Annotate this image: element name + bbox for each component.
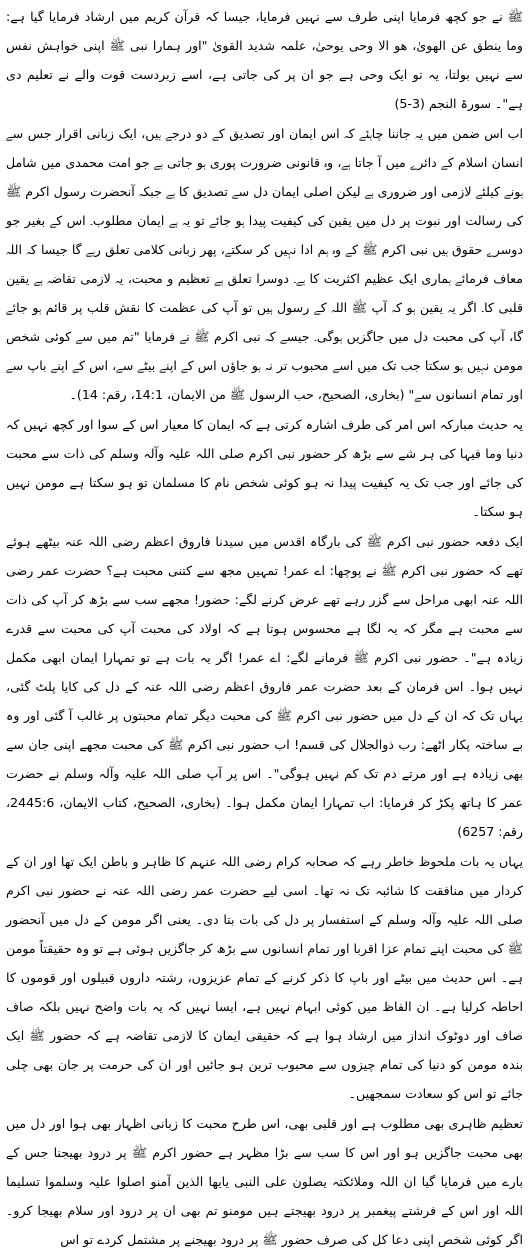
paragraph-4: ایک دفعہ حضور نبی اکرم ﷺ کی بارگاہ اقدس میں سیدنا فاروق اعظم رضی اللہ عنہ بیٹھے ہوئے تھے کہ حضور نبی اکرم ﷺ نے پوچھا: اے عمر! تمہیں مجھ سے کتنی محبت ہے؟ حضرت عمر رضی اللہ عنہ ابھی مراحل سے گزر رہے تھے عرض کرنے لگے: حضور! مجھے سب سے بڑھ کر آپ کی ذات سے محبت ہے مگر کہ یہ لگا ہے محسوس ہوتا ہے کہ اولاد کی محبت آپ کی محبت سے قدرے زیادہ ہے"۔ حضور نبی اکرم ﷺ فرمانے لگے: اے عمر! اگر یہ بات ہے تو تمہارا ایمان ابھی مکمل نہیں ہوا۔ اس فرمان کے بعد حضرت عمر فاروق اعظم رضی اللہ عنہ کے دل کی کایا پلٹ گئی، یہاں تک کہ ان کے دل میں حضور نبی اکرم ﷺ کی محبت دیگر تمام محبتوں پر غالب آ گئی اور وہ بے ساختہ پکار اٹھے: رب ذوالجلال کی قسم! اب حضور نبی اکرم ﷺ کی محبت مجھے اپنی جان سے بھی زیادہ ہے اور مرتے دم تک کم نہیں ہوگی"۔ اس پر آپ صلی اللہ علیہ وآلہ وسلم نے حضرت عمر کا ہاتھ پکڑ کر فرمایا: اب تمہارا ایمان مکمل ہوا۔ (بخاری، الصحیح، کتاب الایمان، 2445:6، رقم: 6257)	[6, 534, 523, 839]
paragraph-1: ﷺ نے جو کچھ فرمایا اپنی طرف سے نہیں فرمایا، جیسا کہ قرآن کریم میں ارشاد فرمایا گیا ہے: وما ینطق عن الھویٰ، ھو الا وحی یوحیٰ، علمہ شدید القویٰ "اور ہمارا نبی ﷺ اپنی خواہش نفس سے نہیں بولتا، یہ تو ایک وحی ہے جو ان پر کی جاتی ہے، اسے زبردست قوت والے نے تعلیم دی ہے"۔ سورۃ النجم (3-5)	[6, 9, 523, 111]
paragraph-3: یہ حدیث مبارکہ اس امر کی طرف اشارہ کرتی ہے کہ ایمان کا معیار اس کے سوا اور کچھ نہیں کہ دنیا وما فیہا کی ہر شے سے بڑھ کر حضور نبی اکرم صلی اللہ علیہ وآلہ وسلم کی ذات سے محبت کی جائے اور جب تک یہ کیفیت پیدا نہ ہو کوئی شخص نام کا مسلمان تو ہو سکتا ہے مومن نہیں ہو سکتا۔	[6, 417, 523, 519]
paragraph-6: تعظیم ظاہری بھی مطلوب ہے اور قلبی بھی، اس طرح محبت کا زبانی اظہار بھی ہوا اور دل میں بھی محبت جاگزیں ہو اور اس کا سب سے بڑا مظہر ہے حضور اکرم ﷺ پر درود بھیجنا جس کے بارے میں فرمایا گیا ان اللہ وملائکتہ یصلون علی النبی یایھا الذین آمنو اصلوا علیہ وسلموا تسلیما اللہ اور اس کے فرشتے پیغمبر پر درود بھیجتے ہیں مومنو تم بھی ان پر درود اور سلام بھیجا کرو۔ اگر کوئی شخص اپنی دعا کل کی صرف حضور ﷺ پر درود بھیجنے پر مشتمل کردے تو اس	[6, 1116, 523, 1247]
paragraph-2: اب اس ضمن میں یہ جاننا چاہئے کہ اس ایمان اور تصدیق کے دو درجے ہیں، ایک زبانی اقرار جس سے انسان اسلام کے دائرے میں آ جاتا ہے، وہ قانونی ضرورت پوری ہو جاتی ہے جو امت محمدی میں شامل ہونے کیلئے لازمی اور ضروری ہے لیکن اصلی ایمان دل سے تصدیق کا ہے جبکہ آنحضرت رسول اکرم ﷺ کی رسالت اور نبوت پر دل میں یقین کی کیفیت پیدا ہو جائے تو یہ ہے ایمان مطلوب۔ اس کے بغیر جو دوسرے حقوق ہیں نبی اکرم ﷺ کے وہ ہم ادا نہیں کر سکتے، پھر زبانی کلامی تعلق رہے گا جیسا کہ اللہ معاف فرمائے ہماری ایک عظیم اکثریت کا ہے۔ دوسرا تعلق ہے تعظیم و محبت، یہ لازمی تقاضہ ہے یقین قلبی کا۔ اگر یہ یقین ہو کہ آپ ﷺ اللہ کے رسول ہیں تو آپ کی عظمت کا نقش قلب پر قائم ہو جائے گا، آپ کی محبت دل میں جاگزیں ہوگی۔ جیسے کہ نبی اکرم ﷺ نے فرمایا "تم میں سے کوئی شخص مومن نہیں ہو سکتا جب تک میں اسے محبوب تر نہ ہو جاؤں اس کے اپنے بیٹے سے، اس کے اپنے باپ سے اور تمام انسانوں سے" (بخاری، الصحیح، حب الرسول ﷺ من الایمان، 14:1، رقم: 14)۔	[6, 126, 523, 402]
paragraph-5: یہاں یہ بات ملحوظ خاطر رہے کہ صحابہ کرام رضی اللہ عنہم کا ظاہر و باطن ایک تھا اور ان کے کردار میں منافقت کا شائبہ تک نہ تھا۔ اسی لیے حضرت عمر رضی اللہ عنہ نے حضور نبی اکرم صلی اللہ علیہ وآلہ وسلم کے استفسار پر دل کی بات بتا دی۔ یعنی اگر مومن کے دل میں آنحضور ﷺ کی محبت اپنے تمام عزا اقربا اور تمام انسانوں سے بڑھ کر جاگزیں ہوئی ہے تو وہ حقیقتاً مومن ہے۔ اس حدیث میں بیٹے اور باپ کا ذکر کرنے کے تمام عزیزوں، رشتہ داروں قبیلوں اور قوموں کا احاطہ کرلیا ہے۔ ان الفاظ میں کوئی ابہام نہیں ہے، ایسا نہیں کہ یہ بات واضح نہیں بلکہ صاف صاف اور دوٹوک انداز میں ارشاد ہوا ہے کہ حقیقی ایمان کا لازمی تقاضہ ہے کہ حضور ﷺ ایک بندہ مومن کو دنیا کی تمام چیزوں سے محبوب ترین ہو جائیں اور ان کی حرمت پر جان بھی چلی جائے تو اس کو سعادت سمجھیں۔	[6, 854, 523, 1101]
